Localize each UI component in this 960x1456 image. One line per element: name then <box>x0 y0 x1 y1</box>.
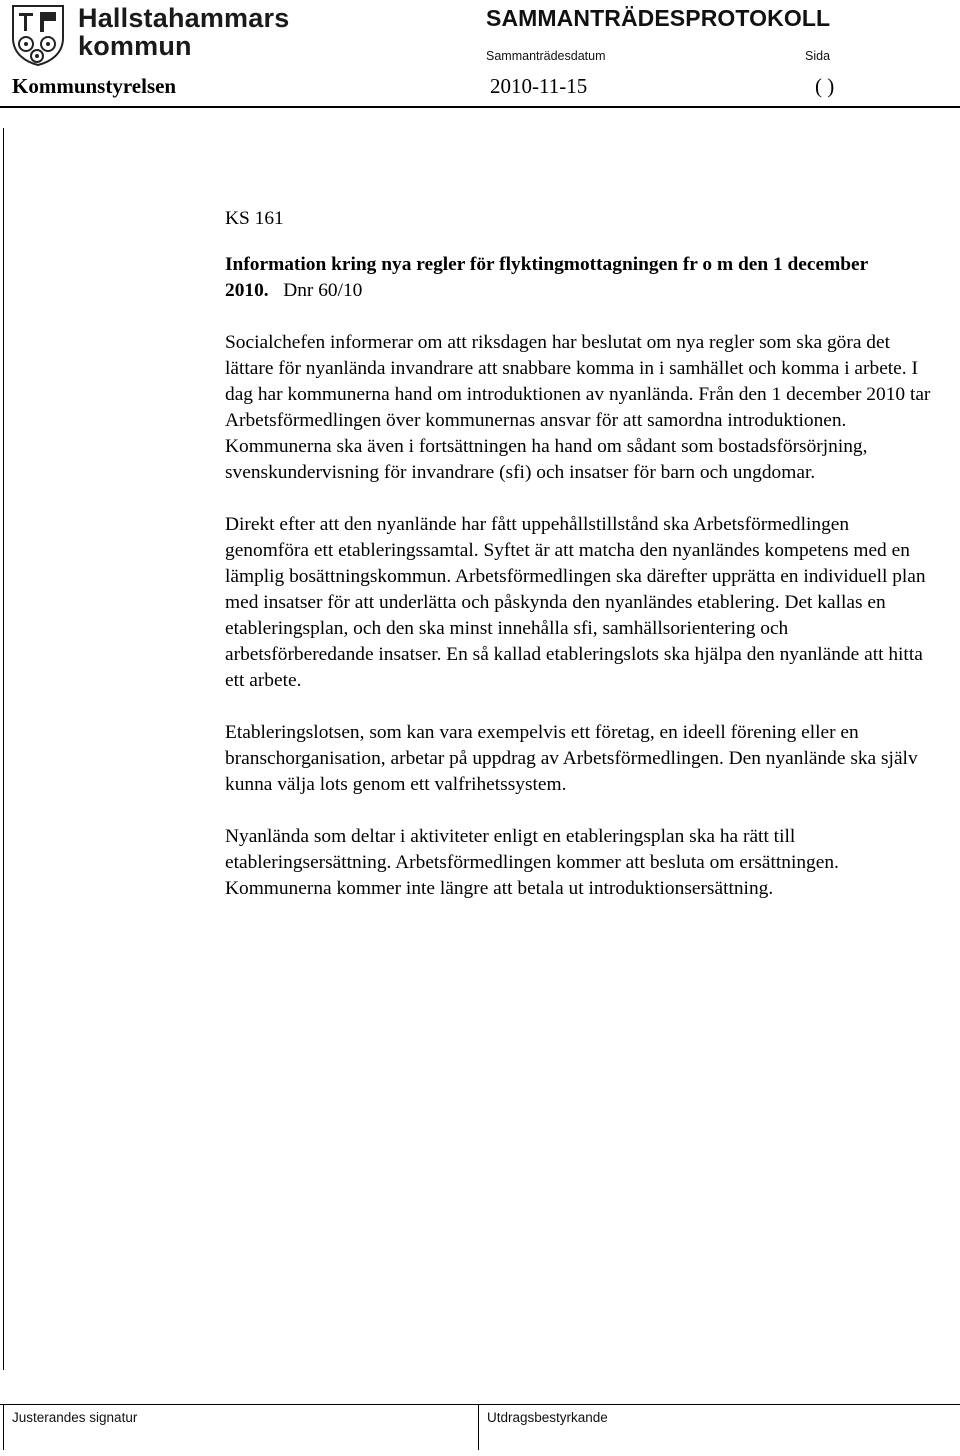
paragraph: Direkt efter att den nyanlände har fått uppehållstillstånd ska Arbetsförmedlingen genomföra ett etableringssamtal. Syftet är att matcha den nyanländes kompetens med en lämplig bosättningskommun. Arbetsförmedlingen ska därefter upprätta en individuell plan med insatser för att underlätta och påskynda den nyanländes etablering. Det kallas en etableringsplan, och den ska minst innehålla sfi, samhällsorientering och arbetsförberedande insatser. En så kallad etableringslots ska hjälpa den nyanlände att hitta ett arbete. <box>225 514 926 691</box>
diary-number: Dnr 60/10 <box>283 280 363 301</box>
paragraph: Socialchefen informerar om att riksdagen har beslutat om nya regler som ska göra det lättare för nyanlända invandrare att snabbare komma in i samhället och komma i arbete. I dag har kommunerna hand om introduktionen av nyanlända. Från den 1 december 2010 tar Arbetsförmedlingen över kommunernas ansvar för att samordna introduktionen. Kommunerna ska även i fortsättningen ha hand om sådant som bostadsförsörjning, svenskundervisning för invandrare (sfi) och insatser för barn och ungdomar. <box>225 332 931 483</box>
section-content <box>225 206 937 928</box>
document-title: SAMMANTRÄDESPROTOKOLL <box>486 5 831 31</box>
page-number: ( ) <box>815 74 835 98</box>
page-label: Sida <box>805 49 831 63</box>
section-number: KS 161 <box>225 208 284 229</box>
paragraph: Nyanlända som deltar i aktiviteter enligt en etableringsplan ska ha rätt till etableringsersättning. Arbetsförmedlingen kommer att besluta om ersättningen. Kommunerna kommer inte längre att betala ut introduktionsersättning. <box>225 826 839 899</box>
municipality-name-line2: kommun <box>78 31 192 61</box>
municipality-logo <box>10 3 290 66</box>
footer-middle-border <box>478 1404 479 1450</box>
footer-left-border <box>3 1404 4 1450</box>
paragraph: Etableringslotsen, som kan vara exempelvis ett företag, en ideell förening eller en branschorganisation, arbetar på uppdrag av Arbetsförmedlingen. Den nyanlände ska själv kunna välja lots genom ett valfrihetssystem. <box>225 722 918 795</box>
certificate-label: Utdragsbestyrkande <box>487 1410 608 1425</box>
left-margin-line <box>3 128 4 1370</box>
section-heading-text: Information kring nya regler för flyktingmottagningen fr o m den 1 december 2010. <box>225 254 868 301</box>
signature-label: Justerandes signatur <box>12 1410 138 1425</box>
municipal-coat-of-arms-icon <box>10 4 66 66</box>
header-divider <box>0 106 960 108</box>
footer-divider <box>0 1404 960 1405</box>
municipality-name <box>78 4 289 60</box>
meeting-date-label: Sammanträdesdatum <box>486 49 606 63</box>
municipality-name-line1: Hallstahammars <box>78 3 290 33</box>
section-heading <box>225 252 937 304</box>
meeting-date-value: 2010-11-15 <box>490 74 588 98</box>
committee-name: Kommunstyrelsen <box>12 74 177 98</box>
